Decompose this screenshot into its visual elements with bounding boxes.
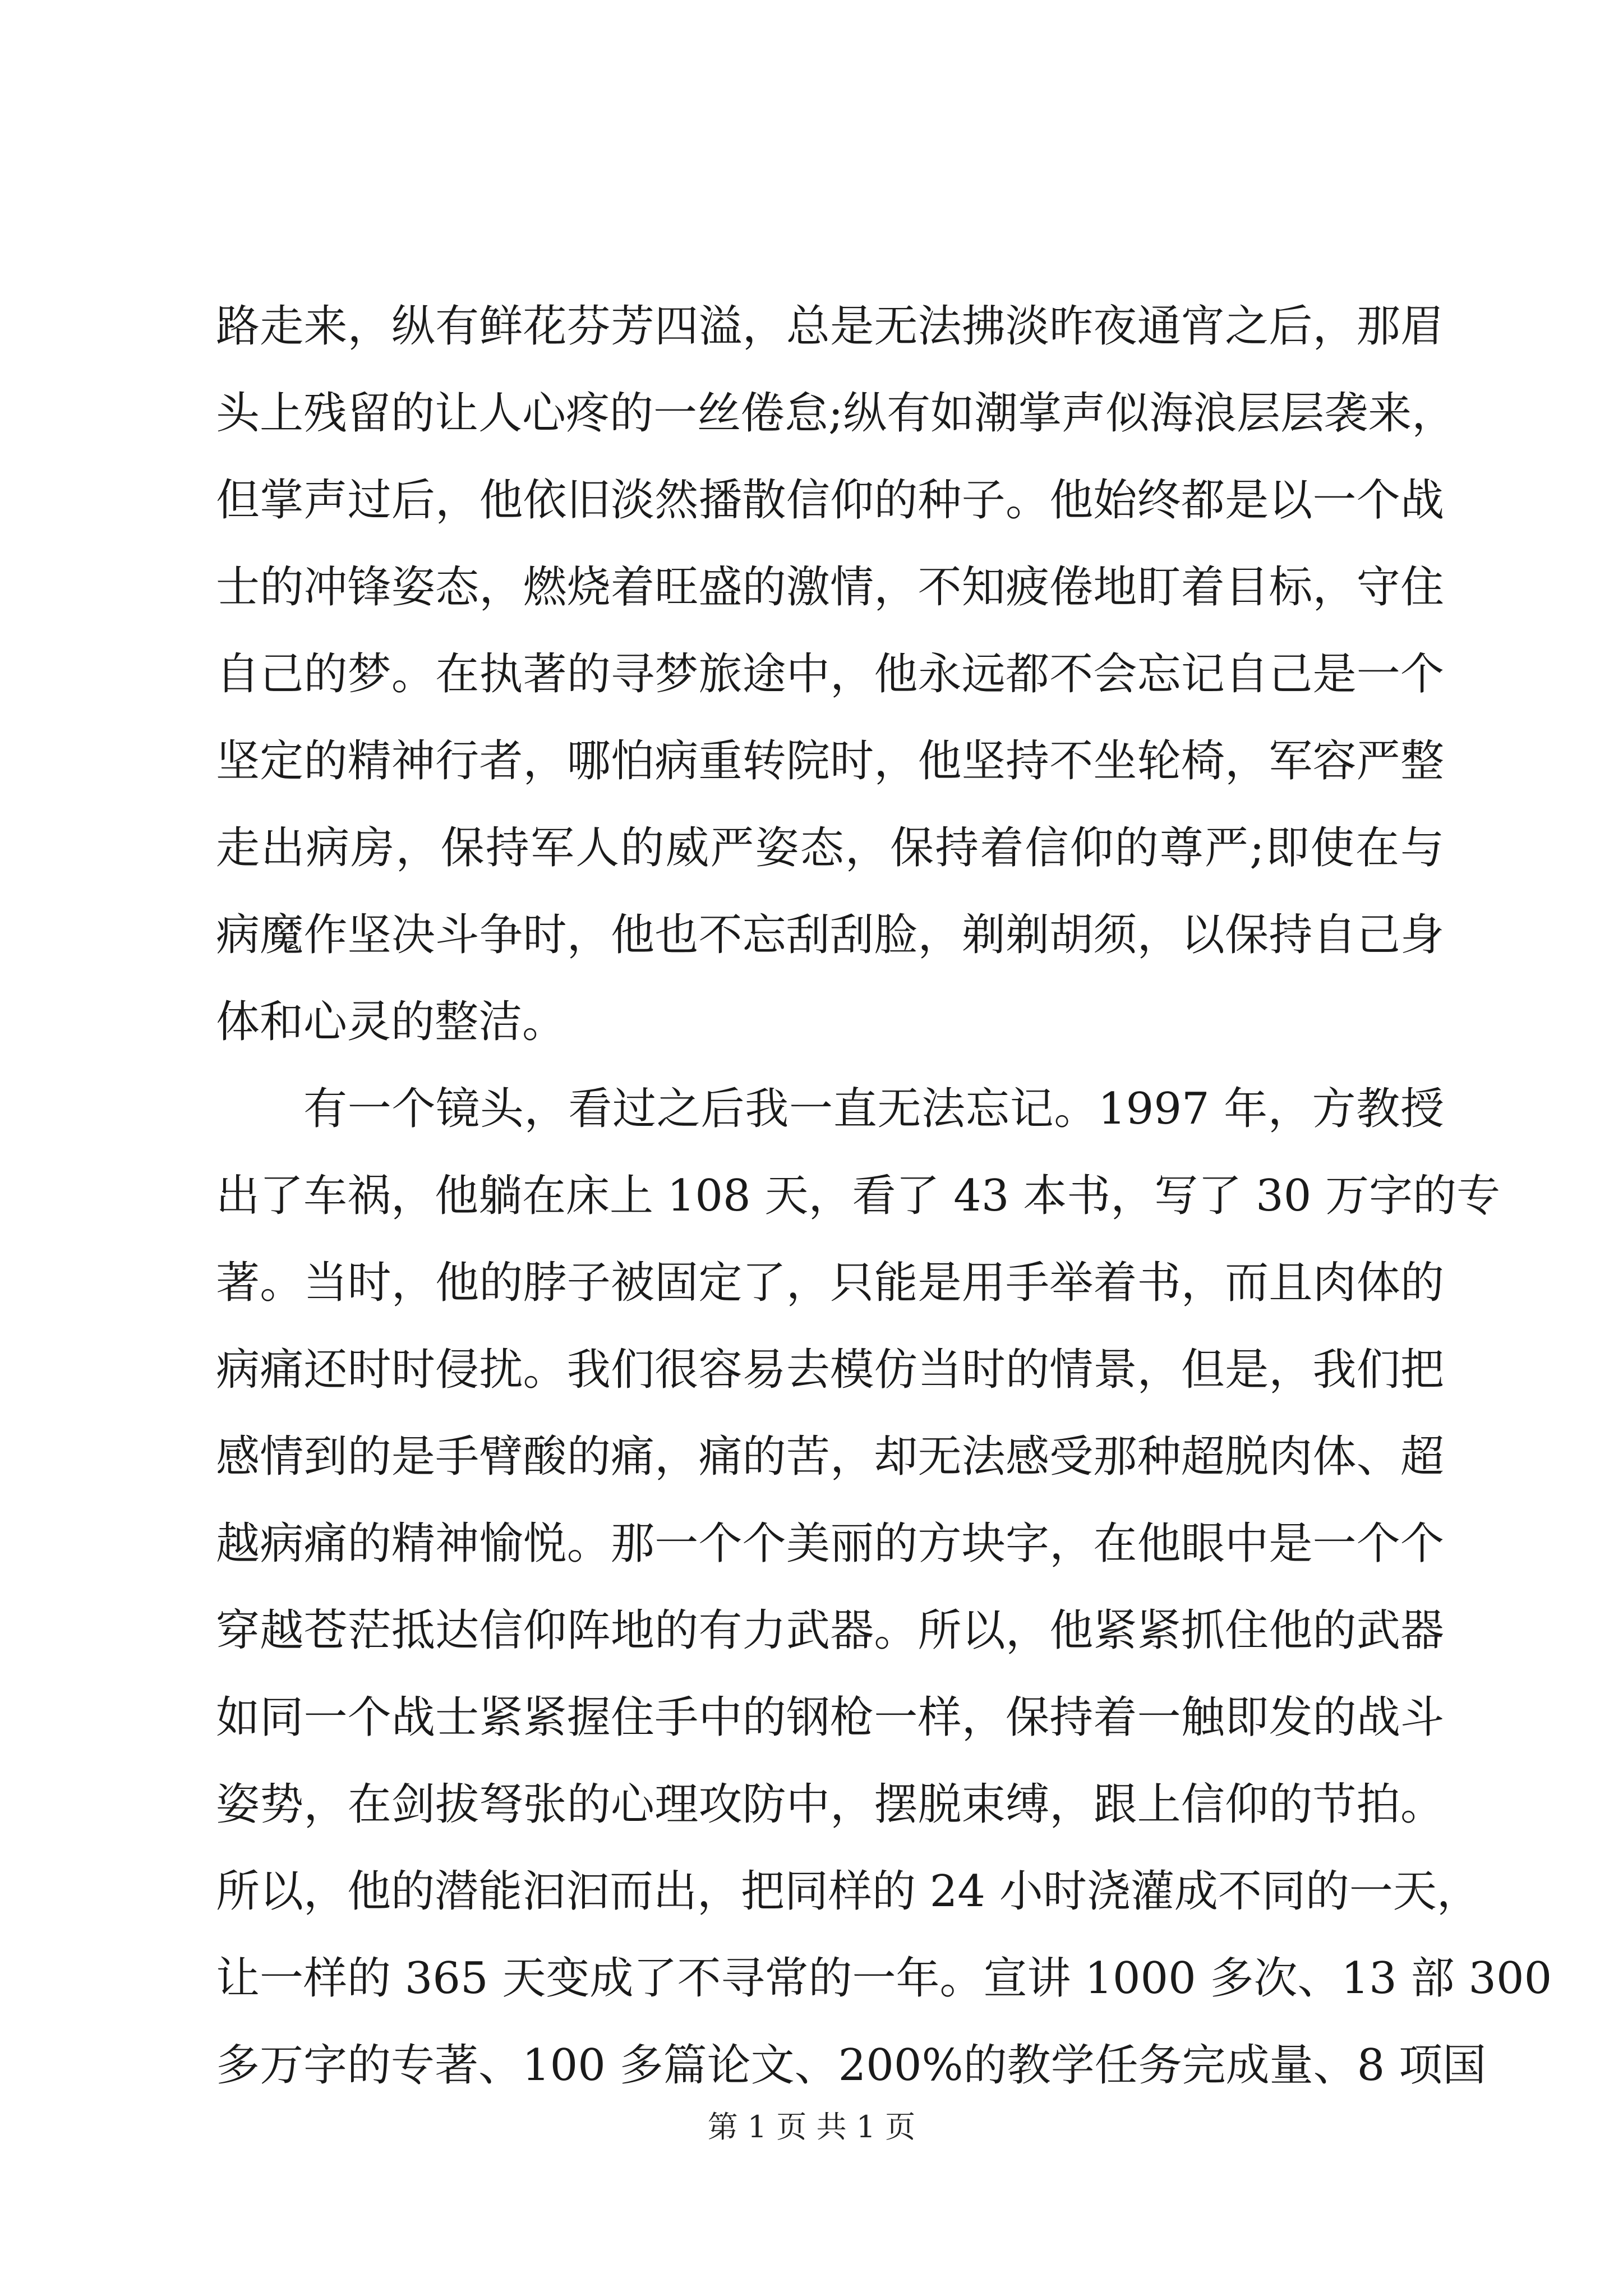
- text-line: 姿势，在剑拔弩张的心理攻防中，摆脱束缚，跟上信仰的节拍。: [216, 1779, 1444, 1830]
- paragraph-1: [216, 283, 1456, 1066]
- text-line: 但掌声过后，他依旧淡然播散信仰的种子。他始终都是以一个战: [216, 475, 1444, 526]
- text-line: 头上残留的让人心疼的一丝倦怠;纵有如潮掌声似海浪层层袭来，: [216, 388, 1456, 439]
- text-line: 坚定的精神行者，哪怕病重转院时，他坚持不坐轮椅，军容严整: [216, 736, 1444, 786]
- text-line: 如同一个战士紧紧握住手中的钢枪一样，保持着一触即发的战斗: [216, 1692, 1444, 1743]
- page-footer: [0, 2105, 1623, 2150]
- text-line: 穿越苍茫抵达信仰阵地的有力武器。所以，他紧紧抓住他的武器: [216, 1605, 1444, 1656]
- text-line: 病痛还时时侵扰。我们很容易去模仿当时的情景，但是，我们把: [216, 1345, 1444, 1395]
- text-line: 著。当时，他的脖子被固定了，只能是用手举着书，而且肉体的: [216, 1258, 1444, 1308]
- page-number-label: 第 1 页 共 1 页: [707, 2109, 916, 2145]
- text-line: 走出病房，保持军人的威严姿态，保持着信仰的尊严;即使在与: [216, 823, 1444, 873]
- text-line: 让一样的 365 天变成了不寻常的一年。宣讲 1000 多次、13 部 300: [216, 1953, 1552, 2004]
- text-line: 多万字的专著、100 多篇论文、200%的教学任务完成量、8 项国: [216, 2040, 1487, 2091]
- text-line: 体和心灵的整洁。: [216, 997, 566, 1047]
- paragraph-2: [216, 1066, 1552, 2109]
- text-line: 所以，他的潜能汩汩而出，把同样的 24 小时浇灌成不同的一天，: [216, 1866, 1481, 1917]
- text-line: 越病痛的精神愉悦。那一个个美丽的方块字，在他眼中是一个个: [216, 1519, 1444, 1569]
- text-line: 出了车祸，他躺在床上 108 天，看了 43 本书，写了 30 万字的专: [216, 1171, 1501, 1221]
- text-line: 感情到的是手臂酸的痛，痛的苦，却无法感受那种超脱肉体、超: [216, 1432, 1444, 1482]
- text-line: 病魔作坚决斗争时，他也不忘刮刮脸，剃剃胡须，以保持自己身: [216, 910, 1444, 960]
- text-line: 自己的梦。在执著的寻梦旅途中，他永远都不会忘记自己是一个: [216, 649, 1444, 700]
- text-line: 路走来，纵有鲜花芬芳四溢，总是无法拂淡昨夜通宵之后，那眉: [216, 301, 1444, 352]
- text-line: 有一个镜头，看过之后我一直无法忘记。1997 年，方教授: [303, 1084, 1444, 1134]
- text-line: 士的冲锋姿态，燃烧着旺盛的激情，不知疲倦地盯着目标，守住: [216, 562, 1444, 613]
- body-text: [216, 283, 1552, 2109]
